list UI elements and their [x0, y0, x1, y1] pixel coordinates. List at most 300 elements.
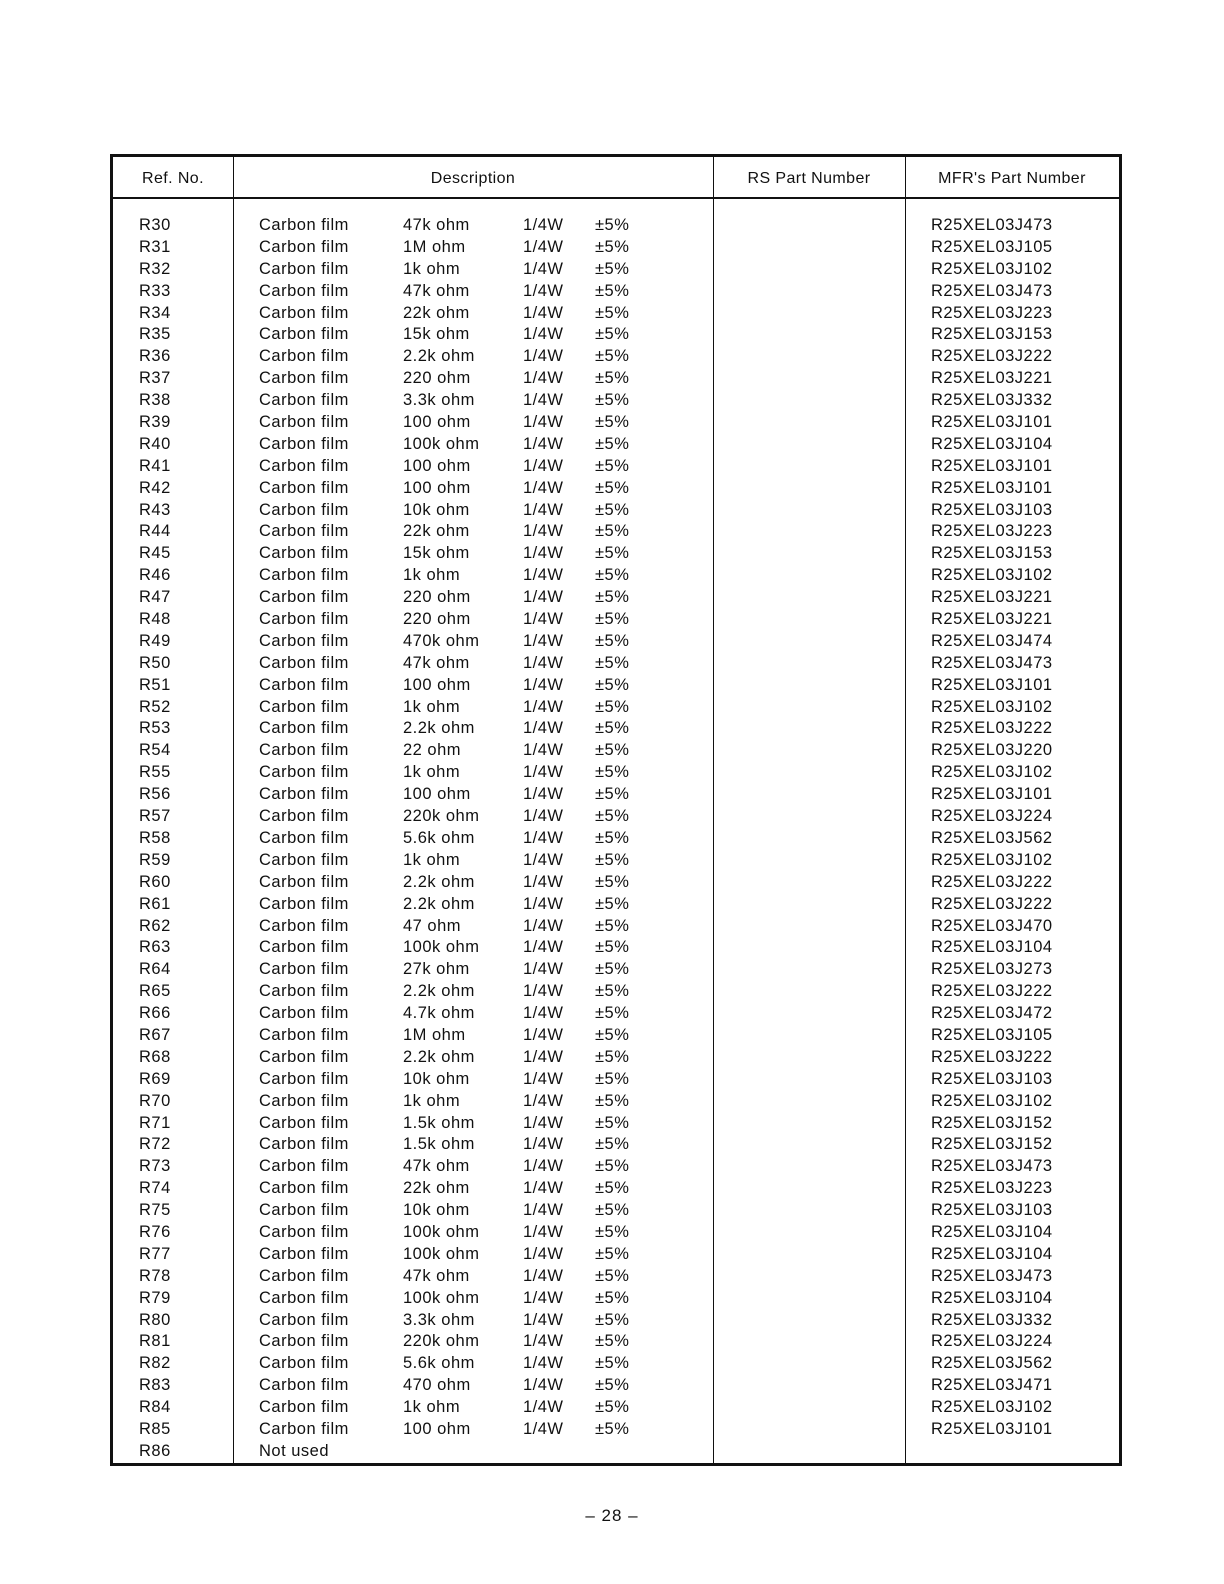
resistance-cell: 220k ohm	[403, 807, 480, 826]
tolerance-cell: ±5%	[595, 237, 630, 256]
type-cell: Carbon film	[259, 697, 349, 716]
table-row	[113, 303, 1119, 325]
tolerance-cell: ±5%	[595, 1244, 630, 1263]
type-cell: Carbon film	[259, 894, 349, 913]
tolerance-cell: ±5%	[595, 1179, 630, 1198]
type-cell: Carbon film	[259, 1354, 349, 1373]
table-row	[113, 872, 1119, 894]
resistance-cell: 100 ohm	[403, 456, 471, 475]
tolerance-cell: ±5%	[595, 850, 630, 869]
resistance-cell: 2.2k ohm	[403, 719, 475, 738]
type-cell: Carbon film	[259, 369, 349, 388]
ref-no-cell: R82	[139, 1354, 171, 1373]
tolerance-cell: ±5%	[595, 1310, 630, 1329]
table-row	[113, 281, 1119, 303]
resistance-cell: 47k ohm	[403, 653, 470, 672]
resistance-cell: 1M ohm	[403, 237, 466, 256]
resistance-cell: 47k ohm	[403, 281, 470, 300]
type-cell: Carbon film	[259, 850, 349, 869]
table-row	[113, 1134, 1119, 1156]
table-row	[113, 215, 1119, 237]
resistance-cell: 2.2k ohm	[403, 347, 475, 366]
wattage-cell: 1/4W	[523, 259, 564, 278]
table-row	[113, 1288, 1119, 1310]
resistance-cell: 10k ohm	[403, 1069, 470, 1088]
wattage-cell: 1/4W	[523, 807, 564, 826]
table-header	[113, 157, 1119, 199]
tolerance-cell: ±5%	[595, 807, 630, 826]
mfr-part-number-cell: R25XEL03J102	[931, 763, 1053, 782]
tolerance-cell: ±5%	[595, 478, 630, 497]
type-cell: Carbon film	[259, 982, 349, 1001]
ref-no-cell: R55	[139, 763, 171, 782]
ref-no-cell: R85	[139, 1419, 171, 1438]
tolerance-cell: ±5%	[595, 872, 630, 891]
table-row	[113, 1353, 1119, 1375]
mfr-part-number-cell: R25XEL03J562	[931, 1354, 1053, 1373]
mfr-part-number-cell: R25XEL03J473	[931, 216, 1053, 234]
ref-no-cell: R60	[139, 872, 171, 891]
wattage-cell: 1/4W	[523, 610, 564, 629]
table-row	[113, 587, 1119, 609]
mfr-part-number-cell: R25XEL03J102	[931, 697, 1053, 716]
ref-no-cell: R62	[139, 916, 171, 935]
table-row	[113, 1047, 1119, 1069]
type-cell: Carbon film	[259, 522, 349, 541]
wattage-cell: 1/4W	[523, 1376, 564, 1395]
mfr-part-number-cell: R25XEL03J101	[931, 456, 1053, 475]
wattage-cell: 1/4W	[523, 1310, 564, 1329]
tolerance-cell: ±5%	[595, 828, 630, 847]
wattage-cell: 1/4W	[523, 675, 564, 694]
type-cell: Carbon film	[259, 1069, 349, 1088]
mfr-part-number-cell: R25XEL03J102	[931, 1091, 1053, 1110]
type-cell: Carbon film	[259, 544, 349, 563]
type-cell: Carbon film	[259, 303, 349, 322]
mfr-part-number-cell: R25XEL03J222	[931, 1047, 1053, 1066]
tolerance-cell: ±5%	[595, 544, 630, 563]
ref-no-cell: R77	[139, 1244, 171, 1263]
mfr-part-number-cell: R25XEL03J222	[931, 982, 1053, 1001]
wattage-cell: 1/4W	[523, 325, 564, 344]
tolerance-cell: ±5%	[595, 281, 630, 300]
mfr-part-number-cell: R25XEL03J102	[931, 1398, 1053, 1417]
tolerance-cell: ±5%	[595, 741, 630, 760]
wattage-cell: 1/4W	[523, 369, 564, 388]
wattage-cell: 1/4W	[523, 413, 564, 432]
ref-no-cell: R52	[139, 697, 171, 716]
resistance-cell: 22k ohm	[403, 1179, 470, 1198]
mfr-part-number-cell: R25XEL03J152	[931, 1135, 1053, 1154]
resistance-cell: 5.6k ohm	[403, 1354, 475, 1373]
table-row	[113, 609, 1119, 631]
wattage-cell: 1/4W	[523, 347, 564, 366]
wattage-cell: 1/4W	[523, 741, 564, 760]
type-cell: Carbon film	[259, 1244, 349, 1263]
type-cell: Carbon film	[259, 675, 349, 694]
ref-no-cell: R32	[139, 259, 171, 278]
type-cell: Carbon film	[259, 391, 349, 410]
wattage-cell: 1/4W	[523, 719, 564, 738]
mfr-part-number-cell: R25XEL03J103	[931, 500, 1053, 519]
resistance-cell: 2.2k ohm	[403, 982, 475, 1001]
tolerance-cell: ±5%	[595, 916, 630, 935]
wattage-cell: 1/4W	[523, 522, 564, 541]
wattage-cell: 1/4W	[523, 1113, 564, 1132]
type-cell: Carbon film	[259, 434, 349, 453]
ref-no-cell: R72	[139, 1135, 171, 1154]
resistance-cell: 5.6k ohm	[403, 828, 475, 847]
mfr-part-number-cell: R25XEL03J221	[931, 369, 1053, 388]
ref-no-cell: R65	[139, 982, 171, 1001]
type-cell: Carbon film	[259, 741, 349, 760]
table-row	[113, 565, 1119, 587]
resistance-cell: 100 ohm	[403, 413, 471, 432]
tolerance-cell: ±5%	[595, 763, 630, 782]
resistance-cell: 2.2k ohm	[403, 872, 475, 891]
ref-no-cell: R69	[139, 1069, 171, 1088]
type-cell: Carbon film	[259, 1288, 349, 1307]
table-row	[113, 1156, 1119, 1178]
wattage-cell: 1/4W	[523, 850, 564, 869]
type-cell: Carbon film	[259, 237, 349, 256]
table-row	[113, 500, 1119, 522]
resistance-cell: 47k ohm	[403, 1157, 470, 1176]
wattage-cell: 1/4W	[523, 938, 564, 957]
ref-no-cell: R47	[139, 588, 171, 607]
ref-no-cell: R73	[139, 1157, 171, 1176]
table-row	[113, 456, 1119, 478]
table-row	[113, 1375, 1119, 1397]
parts-table	[110, 154, 1122, 1466]
ref-no-cell: R42	[139, 478, 171, 497]
tolerance-cell: ±5%	[595, 1398, 630, 1417]
resistance-cell: 220 ohm	[403, 588, 471, 607]
table-row	[113, 1222, 1119, 1244]
wattage-cell: 1/4W	[523, 631, 564, 650]
resistance-cell: 100k ohm	[403, 1222, 480, 1241]
type-cell: Carbon film	[259, 1419, 349, 1438]
type-cell: Carbon film	[259, 281, 349, 300]
table-row	[113, 237, 1119, 259]
type-cell: Carbon film	[259, 1004, 349, 1023]
mfr-part-number-cell: R25XEL03J471	[931, 1376, 1053, 1395]
resistance-cell: 100 ohm	[403, 1419, 471, 1438]
ref-no-cell: R79	[139, 1288, 171, 1307]
wattage-cell: 1/4W	[523, 391, 564, 410]
tolerance-cell: ±5%	[595, 1113, 630, 1132]
wattage-cell: 1/4W	[523, 478, 564, 497]
type-cell: Carbon film	[259, 785, 349, 804]
resistance-cell: 10k ohm	[403, 1201, 470, 1220]
mfr-part-number-cell: R25XEL03J223	[931, 1179, 1053, 1198]
table-row	[113, 1441, 1119, 1463]
mfr-part-number-cell: R25XEL03J472	[931, 1004, 1053, 1023]
table-row	[113, 324, 1119, 346]
table-row	[113, 762, 1119, 784]
mfr-part-number-cell: R25XEL03J473	[931, 281, 1053, 300]
tolerance-cell: ±5%	[595, 1332, 630, 1351]
tolerance-cell: ±5%	[595, 522, 630, 541]
wattage-cell: 1/4W	[523, 1288, 564, 1307]
resistance-cell: 1k ohm	[403, 566, 461, 585]
mfr-part-number-cell: R25XEL03J473	[931, 653, 1053, 672]
mfr-part-number-cell: R25XEL03J273	[931, 960, 1053, 979]
ref-no-cell: R68	[139, 1047, 171, 1066]
tolerance-cell: ±5%	[595, 697, 630, 716]
table-row	[113, 412, 1119, 434]
ref-no-cell: R83	[139, 1376, 171, 1395]
resistance-cell: 2.2k ohm	[403, 894, 475, 913]
wattage-cell: 1/4W	[523, 982, 564, 1001]
wattage-cell: 1/4W	[523, 653, 564, 672]
ref-no-cell: R43	[139, 500, 171, 519]
table-row	[113, 390, 1119, 412]
type-cell: Carbon film	[259, 216, 349, 234]
ref-no-cell: R41	[139, 456, 171, 475]
mfr-part-number-cell: R25XEL03J332	[931, 1310, 1053, 1329]
table-row	[113, 1091, 1119, 1113]
tolerance-cell: ±5%	[595, 960, 630, 979]
type-cell: Carbon film	[259, 1310, 349, 1329]
wattage-cell: 1/4W	[523, 1047, 564, 1066]
ref-no-cell: R63	[139, 938, 171, 957]
mfr-part-number-cell: R25XEL03J470	[931, 916, 1053, 935]
resistance-cell: 100 ohm	[403, 785, 471, 804]
wattage-cell: 1/4W	[523, 1354, 564, 1373]
type-cell: Carbon film	[259, 1179, 349, 1198]
resistance-cell: 15k ohm	[403, 325, 470, 344]
table-row	[113, 434, 1119, 456]
tolerance-cell: ±5%	[595, 1354, 630, 1373]
type-cell: Carbon film	[259, 719, 349, 738]
resistance-cell: 47k ohm	[403, 216, 470, 234]
resistance-cell: 3.3k ohm	[403, 391, 475, 410]
header-rs-part-number: RS Part Number	[747, 170, 871, 187]
header-description: Description	[430, 170, 516, 187]
tolerance-cell: ±5%	[595, 938, 630, 957]
tolerance-cell: ±5%	[595, 631, 630, 650]
resistance-cell: 100 ohm	[403, 478, 471, 497]
table-row	[113, 1244, 1119, 1266]
table-row	[113, 806, 1119, 828]
wattage-cell: 1/4W	[523, 588, 564, 607]
ref-no-cell: R76	[139, 1222, 171, 1241]
mfr-part-number-cell: R25XEL03J153	[931, 544, 1053, 563]
mfr-part-number-cell: R25XEL03J220	[931, 741, 1053, 760]
tolerance-cell: ±5%	[595, 982, 630, 1001]
ref-no-cell: R48	[139, 610, 171, 629]
wattage-cell: 1/4W	[523, 303, 564, 322]
resistance-cell: 1.5k ohm	[403, 1113, 475, 1132]
table-row	[113, 1419, 1119, 1441]
mfr-part-number-cell: R25XEL03J102	[931, 259, 1053, 278]
wattage-cell: 1/4W	[523, 1419, 564, 1438]
resistance-cell: 1k ohm	[403, 763, 461, 782]
table-row	[113, 850, 1119, 872]
mfr-part-number-cell: R25XEL03J105	[931, 237, 1053, 256]
type-cell: Carbon film	[259, 413, 349, 432]
type-cell: Carbon film	[259, 807, 349, 826]
ref-no-cell: R75	[139, 1201, 171, 1220]
table-row	[113, 1331, 1119, 1353]
page-number: – 28 –	[585, 1506, 639, 1525]
resistance-cell: 100k ohm	[403, 434, 480, 453]
table-row	[113, 1113, 1119, 1135]
type-cell: Carbon film	[259, 1222, 349, 1241]
tolerance-cell: ±5%	[595, 216, 630, 234]
tolerance-cell: ±5%	[595, 500, 630, 519]
wattage-cell: 1/4W	[523, 434, 564, 453]
mfr-part-number-cell: R25XEL03J103	[931, 1069, 1053, 1088]
type-cell: Carbon film	[259, 610, 349, 629]
resistance-cell: 22k ohm	[403, 522, 470, 541]
mfr-part-number-cell: R25XEL03J221	[931, 588, 1053, 607]
wattage-cell: 1/4W	[523, 566, 564, 585]
table-row	[113, 937, 1119, 959]
tolerance-cell: ±5%	[595, 259, 630, 278]
tolerance-cell: ±5%	[595, 1376, 630, 1395]
ref-no-cell: R31	[139, 237, 171, 256]
mfr-part-number-cell: R25XEL03J222	[931, 347, 1053, 366]
resistance-cell: 220 ohm	[403, 369, 471, 388]
ref-no-cell: R53	[139, 719, 171, 738]
table-row	[113, 478, 1119, 500]
table-row	[113, 1178, 1119, 1200]
wattage-cell: 1/4W	[523, 1244, 564, 1263]
ref-no-cell: R30	[139, 216, 171, 234]
type-cell: Carbon film	[259, 1201, 349, 1220]
table-row	[113, 1069, 1119, 1091]
tolerance-cell: ±5%	[595, 675, 630, 694]
type-cell: Carbon film	[259, 500, 349, 519]
tolerance-cell: ±5%	[595, 588, 630, 607]
mfr-part-number-cell: R25XEL03J222	[931, 719, 1053, 738]
wattage-cell: 1/4W	[523, 894, 564, 913]
wattage-cell: 1/4W	[523, 237, 564, 256]
mfr-part-number-cell: R25XEL03J473	[931, 1157, 1053, 1176]
type-cell: Carbon film	[259, 456, 349, 475]
tolerance-cell: ±5%	[595, 653, 630, 672]
resistance-cell: 15k ohm	[403, 544, 470, 563]
type-cell: Carbon film	[259, 828, 349, 847]
ref-no-cell: R58	[139, 828, 171, 847]
ref-no-cell: R34	[139, 303, 171, 322]
mfr-part-number-cell: R25XEL03J104	[931, 938, 1053, 957]
resistance-cell: 1k ohm	[403, 259, 461, 278]
resistance-cell: 1k ohm	[403, 697, 461, 716]
table-row	[113, 1025, 1119, 1047]
mfr-part-number-cell: R25XEL03J152	[931, 1113, 1053, 1132]
table-row	[113, 259, 1119, 281]
type-cell: Carbon film	[259, 960, 349, 979]
ref-no-cell: R86	[139, 1441, 171, 1460]
tolerance-cell: ±5%	[595, 413, 630, 432]
ref-no-cell: R59	[139, 850, 171, 869]
resistance-cell: 1M ohm	[403, 1025, 466, 1044]
table-row	[113, 675, 1119, 697]
type-cell: Carbon film	[259, 588, 349, 607]
mfr-part-number-cell: R25XEL03J473	[931, 1266, 1053, 1285]
resistance-cell: 22 ohm	[403, 741, 462, 760]
ref-no-cell: R61	[139, 894, 171, 913]
ref-no-cell: R64	[139, 960, 171, 979]
mfr-part-number-cell: R25XEL03J221	[931, 610, 1053, 629]
mfr-part-number-cell: R25XEL03J223	[931, 522, 1053, 541]
type-cell: Carbon film	[259, 1135, 349, 1154]
tolerance-cell: ±5%	[595, 456, 630, 475]
type-cell: Carbon film	[259, 259, 349, 278]
type-cell: Carbon film	[259, 1113, 349, 1132]
table-row	[113, 1310, 1119, 1332]
ref-no-cell: R37	[139, 369, 171, 388]
resistance-cell: 220 ohm	[403, 610, 471, 629]
ref-no-cell: R84	[139, 1398, 171, 1417]
table-row	[113, 828, 1119, 850]
wattage-cell: 1/4W	[523, 1069, 564, 1088]
table-row	[113, 959, 1119, 981]
tolerance-cell: ±5%	[595, 1222, 630, 1241]
table-row	[113, 697, 1119, 719]
ref-no-cell: R46	[139, 566, 171, 585]
tolerance-cell: ±5%	[595, 566, 630, 585]
mfr-part-number-cell: R25XEL03J103	[931, 1201, 1053, 1220]
wattage-cell: 1/4W	[523, 1091, 564, 1110]
resistance-cell: 27k ohm	[403, 960, 470, 979]
resistance-cell: 47k ohm	[403, 1266, 470, 1285]
wattage-cell: 1/4W	[523, 281, 564, 300]
wattage-cell: 1/4W	[523, 872, 564, 891]
mfr-part-number-cell: R25XEL03J102	[931, 850, 1053, 869]
wattage-cell: 1/4W	[523, 785, 564, 804]
mfr-part-number-cell: R25XEL03J104	[931, 1288, 1053, 1307]
ref-no-cell: R67	[139, 1025, 171, 1044]
tolerance-cell: ±5%	[595, 1288, 630, 1307]
type-cell: Carbon film	[259, 1157, 349, 1176]
ref-no-cell: R40	[139, 434, 171, 453]
header-ref-no: Ref. No.	[142, 170, 204, 187]
resistance-cell: 10k ohm	[403, 500, 470, 519]
resistance-cell: 47 ohm	[403, 916, 462, 935]
table-row	[113, 521, 1119, 543]
ref-no-cell: R71	[139, 1113, 171, 1132]
type-cell: Carbon film	[259, 347, 349, 366]
tolerance-cell: ±5%	[595, 785, 630, 804]
mfr-part-number-cell: R25XEL03J101	[931, 478, 1053, 497]
ref-no-cell: R38	[139, 391, 171, 410]
mfr-part-number-cell: R25XEL03J222	[931, 872, 1053, 891]
resistance-cell: 470 ohm	[403, 1376, 471, 1395]
ref-no-cell: R35	[139, 325, 171, 344]
type-cell: Carbon film	[259, 653, 349, 672]
mfr-part-number-cell: R25XEL03J105	[931, 1025, 1053, 1044]
tolerance-cell: ±5%	[595, 434, 630, 453]
wattage-cell: 1/4W	[523, 544, 564, 563]
wattage-cell: 1/4W	[523, 828, 564, 847]
table-row	[113, 916, 1119, 938]
table-row	[113, 346, 1119, 368]
ref-no-cell: R49	[139, 631, 171, 650]
ref-no-cell: R66	[139, 1004, 171, 1023]
mfr-part-number-cell: R25XEL03J562	[931, 828, 1053, 847]
type-cell: Carbon film	[259, 325, 349, 344]
wattage-cell: 1/4W	[523, 500, 564, 519]
wattage-cell: 1/4W	[523, 1179, 564, 1198]
resistance-cell: 470k ohm	[403, 631, 480, 650]
mfr-part-number-cell: R25XEL03J101	[931, 675, 1053, 694]
mfr-part-number-cell: R25XEL03J474	[931, 631, 1053, 650]
mfr-part-number-cell: R25XEL03J224	[931, 807, 1053, 826]
